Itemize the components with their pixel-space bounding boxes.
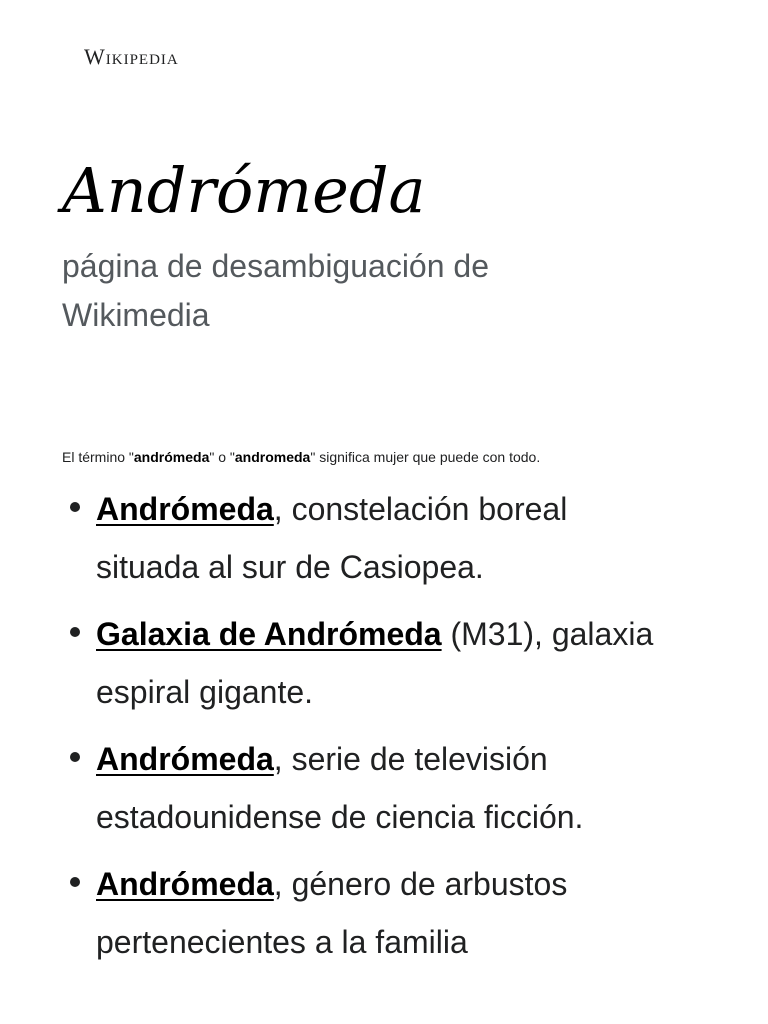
item-description: , género de arbustos pertenecientes a la familia (96, 866, 568, 960)
title-block (62, 150, 722, 340)
item-description: , constelación boreal situada al sur de Casiopea. (96, 491, 568, 585)
intro-text: " o " (209, 449, 235, 465)
item-link-plant-genus[interactable]: Andrómeda (96, 866, 274, 902)
item-link-tv-series[interactable]: Andrómeda (96, 741, 274, 777)
wikipedia-wordmark[interactable]: Wikipedia (84, 44, 179, 69)
intro-paragraph (62, 447, 702, 467)
list-item (62, 605, 666, 721)
item-link-constellation[interactable]: Andrómeda (96, 491, 274, 527)
header (84, 42, 179, 72)
list-item (62, 730, 666, 846)
item-description: , serie de televisión estadounidense de ciencia ficción. (96, 741, 584, 835)
item-description: (M31), galaxia espiral gigante. (96, 616, 654, 710)
list-item (62, 480, 666, 596)
bullet-icon (70, 752, 80, 762)
bullet-icon (70, 502, 80, 512)
intro-bold-term: andromeda (234, 449, 311, 465)
page-subtitle: página de desambiguación de Wikimedia (62, 248, 489, 333)
bullet-icon (70, 627, 80, 637)
intro-text: El término " (62, 449, 134, 465)
page-title: Andrómeda (62, 154, 426, 227)
item-link-galaxy[interactable]: Galaxia de Andrómeda (96, 616, 442, 652)
disambiguation-list (62, 480, 702, 980)
bullet-icon (70, 877, 80, 887)
list-item (62, 855, 666, 971)
intro-bold-term: andrómeda (133, 449, 210, 465)
intro-text: " significa mujer que puede con todo. (310, 449, 541, 465)
